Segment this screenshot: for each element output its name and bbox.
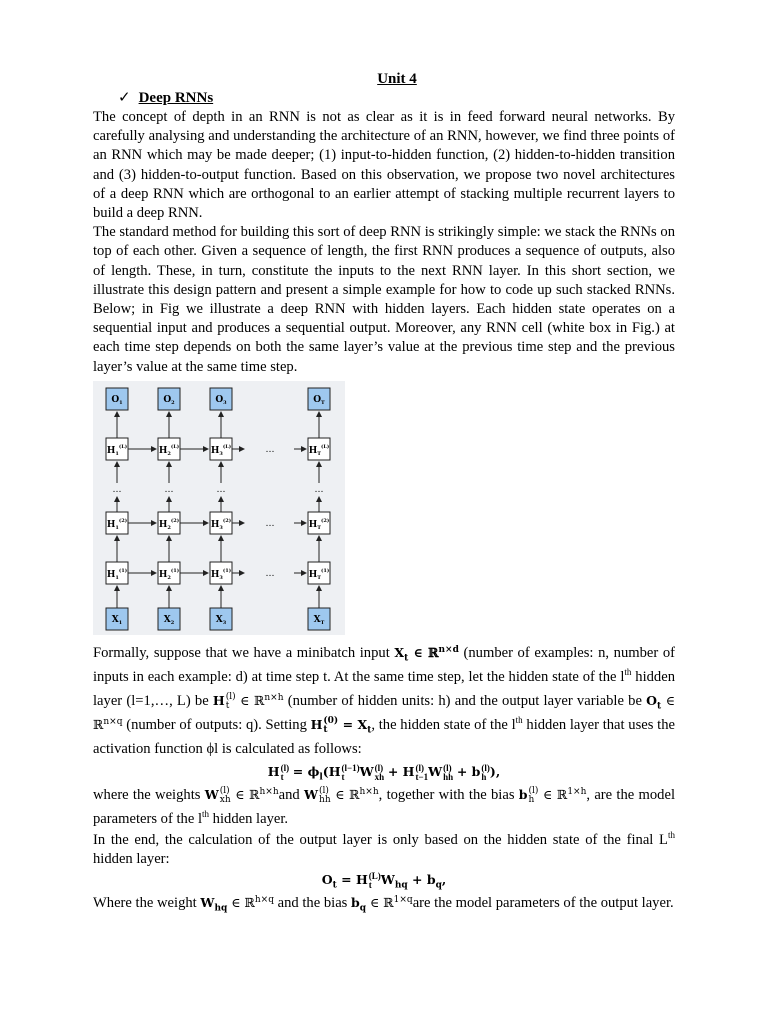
paragraph-weights: where the weights W (l) xh ∈ ℝ$^{h\times h}$and W (l) hh ∈ ℝ$^{h\times h}$, together with the bias b (l) h ∈ ℝ$^{1\times h}$, are the model parameters of the $l^{th}$ hidden layer. — [93, 785, 675, 827]
section-title: Deep RNNs — [138, 90, 214, 106]
section-heading — [118, 89, 675, 108]
hidden-cell-label: $H_T^{(L)}$ — [308, 443, 330, 457]
hidden-cell-label: $H_1^{(1)}$ — [106, 567, 128, 581]
checkmark-icon: ✓ — [118, 90, 131, 106]
output-label: $O_3$ — [215, 394, 227, 406]
paragraph-stacking: The standard method for building this sort of deep RNN is strikingly simple: we stack the RNNs on top of each other. Given a sequence of length, the first RNN produces a sequence of outputs, also of length. These, in turn, constitute the inputs to the next RNN layer. In this short section, we illustrate this design pattern and present a simple example for how to code up such stacked RNNs. Below; in Fig we illustrate a deep RNN with hidden layers. Each hidden state operates on a sequential input and produces a sequential output. Moreover, any RNN cell (white box in Fig.) at each time step depends on both the same layer’s value at the previous time step and the previous layer’s value at the same time step. — [93, 224, 675, 375]
input-label: $X_1$ — [111, 614, 123, 626]
ellipsis-horizontal: … — [265, 444, 275, 455]
ellipsis-horizontal: … — [265, 518, 275, 529]
ellipsis-vertical: … — [164, 484, 174, 495]
output-label: $O_2$ — [163, 394, 175, 406]
output-label: $O_1$ — [111, 394, 123, 406]
equation-output: $O_t = H$ (L) t $W_{hq} + b_q$, — [321, 870, 447, 891]
equation-hidden-state: H (l) t = $\phi_l(H$ (l−1) t W (l) xh + H (l) t−1 W (l) hh + b (l) h ), — [267, 762, 501, 783]
ellipsis-vertical: … — [216, 484, 226, 495]
unit-title: Unit 4 — [377, 71, 417, 87]
hidden-cell-label: $H_T^{(1)}$ — [308, 567, 330, 581]
hidden-cell-label: $H_T^{(2)}$ — [308, 517, 330, 531]
document-page — [93, 70, 675, 915]
hidden-cell-label: $H_2^{(2)}$ — [158, 517, 180, 531]
ellipsis-vertical: … — [112, 484, 122, 495]
ellipsis-vertical: … — [314, 484, 324, 495]
paragraph-output: In the end, the calculation of the output layer is only based on the hidden state of the final Lth hidden layer: — [93, 829, 675, 868]
hidden-cell-label: $H_3^{(2)}$ — [210, 517, 232, 531]
hidden-cell-label: $H_1^{(L)}$ — [106, 443, 128, 457]
ellipsis-horizontal: … — [265, 568, 275, 579]
input-label: $X_2$ — [163, 614, 175, 626]
paragraph-output-params: Where the weight $W_{hq}$ ∈ ℝ$^{h\times q}$ and the bias $b_q$ ∈ ℝ$^{1\times q}$are the model parameters of the output layer. — [93, 895, 674, 914]
paragraph-formal: Formally, suppose that we have a minibatch input $X_t$ ∈ ℝ$^{n\times d}$ (number of examples: n, number of inputs in each example: d) at time step t. At the same time step, let the hidden state of the $l^{th}$ hidden layer (l=1,…, L) be H (l) t ∈ ℝ$^{n\times h}$ (number of hidden units: h) and the output layer variable be $O_t$ ∈ ℝ$^{n\times q}$ (number of outputs: q). Setting H (0) t = $X_t$, the hidden state of the $l^{th}$ hidden layer that uses the activation function ϕl is calculated as follows: — [93, 644, 675, 757]
hidden-cell-label: $H_2^{(L)}$ — [158, 443, 180, 457]
figure-background — [93, 381, 345, 635]
hidden-cell-label: $H_3^{(1)}$ — [210, 567, 232, 581]
paragraph-intro: The concept of depth in an RNN is not as clear as it is in feed forward neural networks. By carefully analysing and understanding the architecture of an RNN, however, we find three points of an RNN which may be made deeper; (1) input-to-hidden function, (2) hidden-to-hidden transition and (3) hidden-to-output function. Based on this observation, we propose two novel architectures of a deep RNN which are orthogonal to an earlier attempt of stacking multiple recurrent layers to build a deep RNN. — [93, 109, 675, 222]
input-label: $X_3$ — [215, 614, 227, 626]
hidden-cell-label: $H_1^{(2)}$ — [106, 517, 128, 531]
output-label: $O_T$ — [313, 394, 325, 406]
deep-rnn-figure — [93, 381, 345, 635]
hidden-cell-label: $H_2^{(1)}$ — [158, 567, 180, 581]
hidden-cell-label: $H_3^{(L)}$ — [210, 443, 232, 457]
input-label: $X_T$ — [313, 614, 325, 626]
